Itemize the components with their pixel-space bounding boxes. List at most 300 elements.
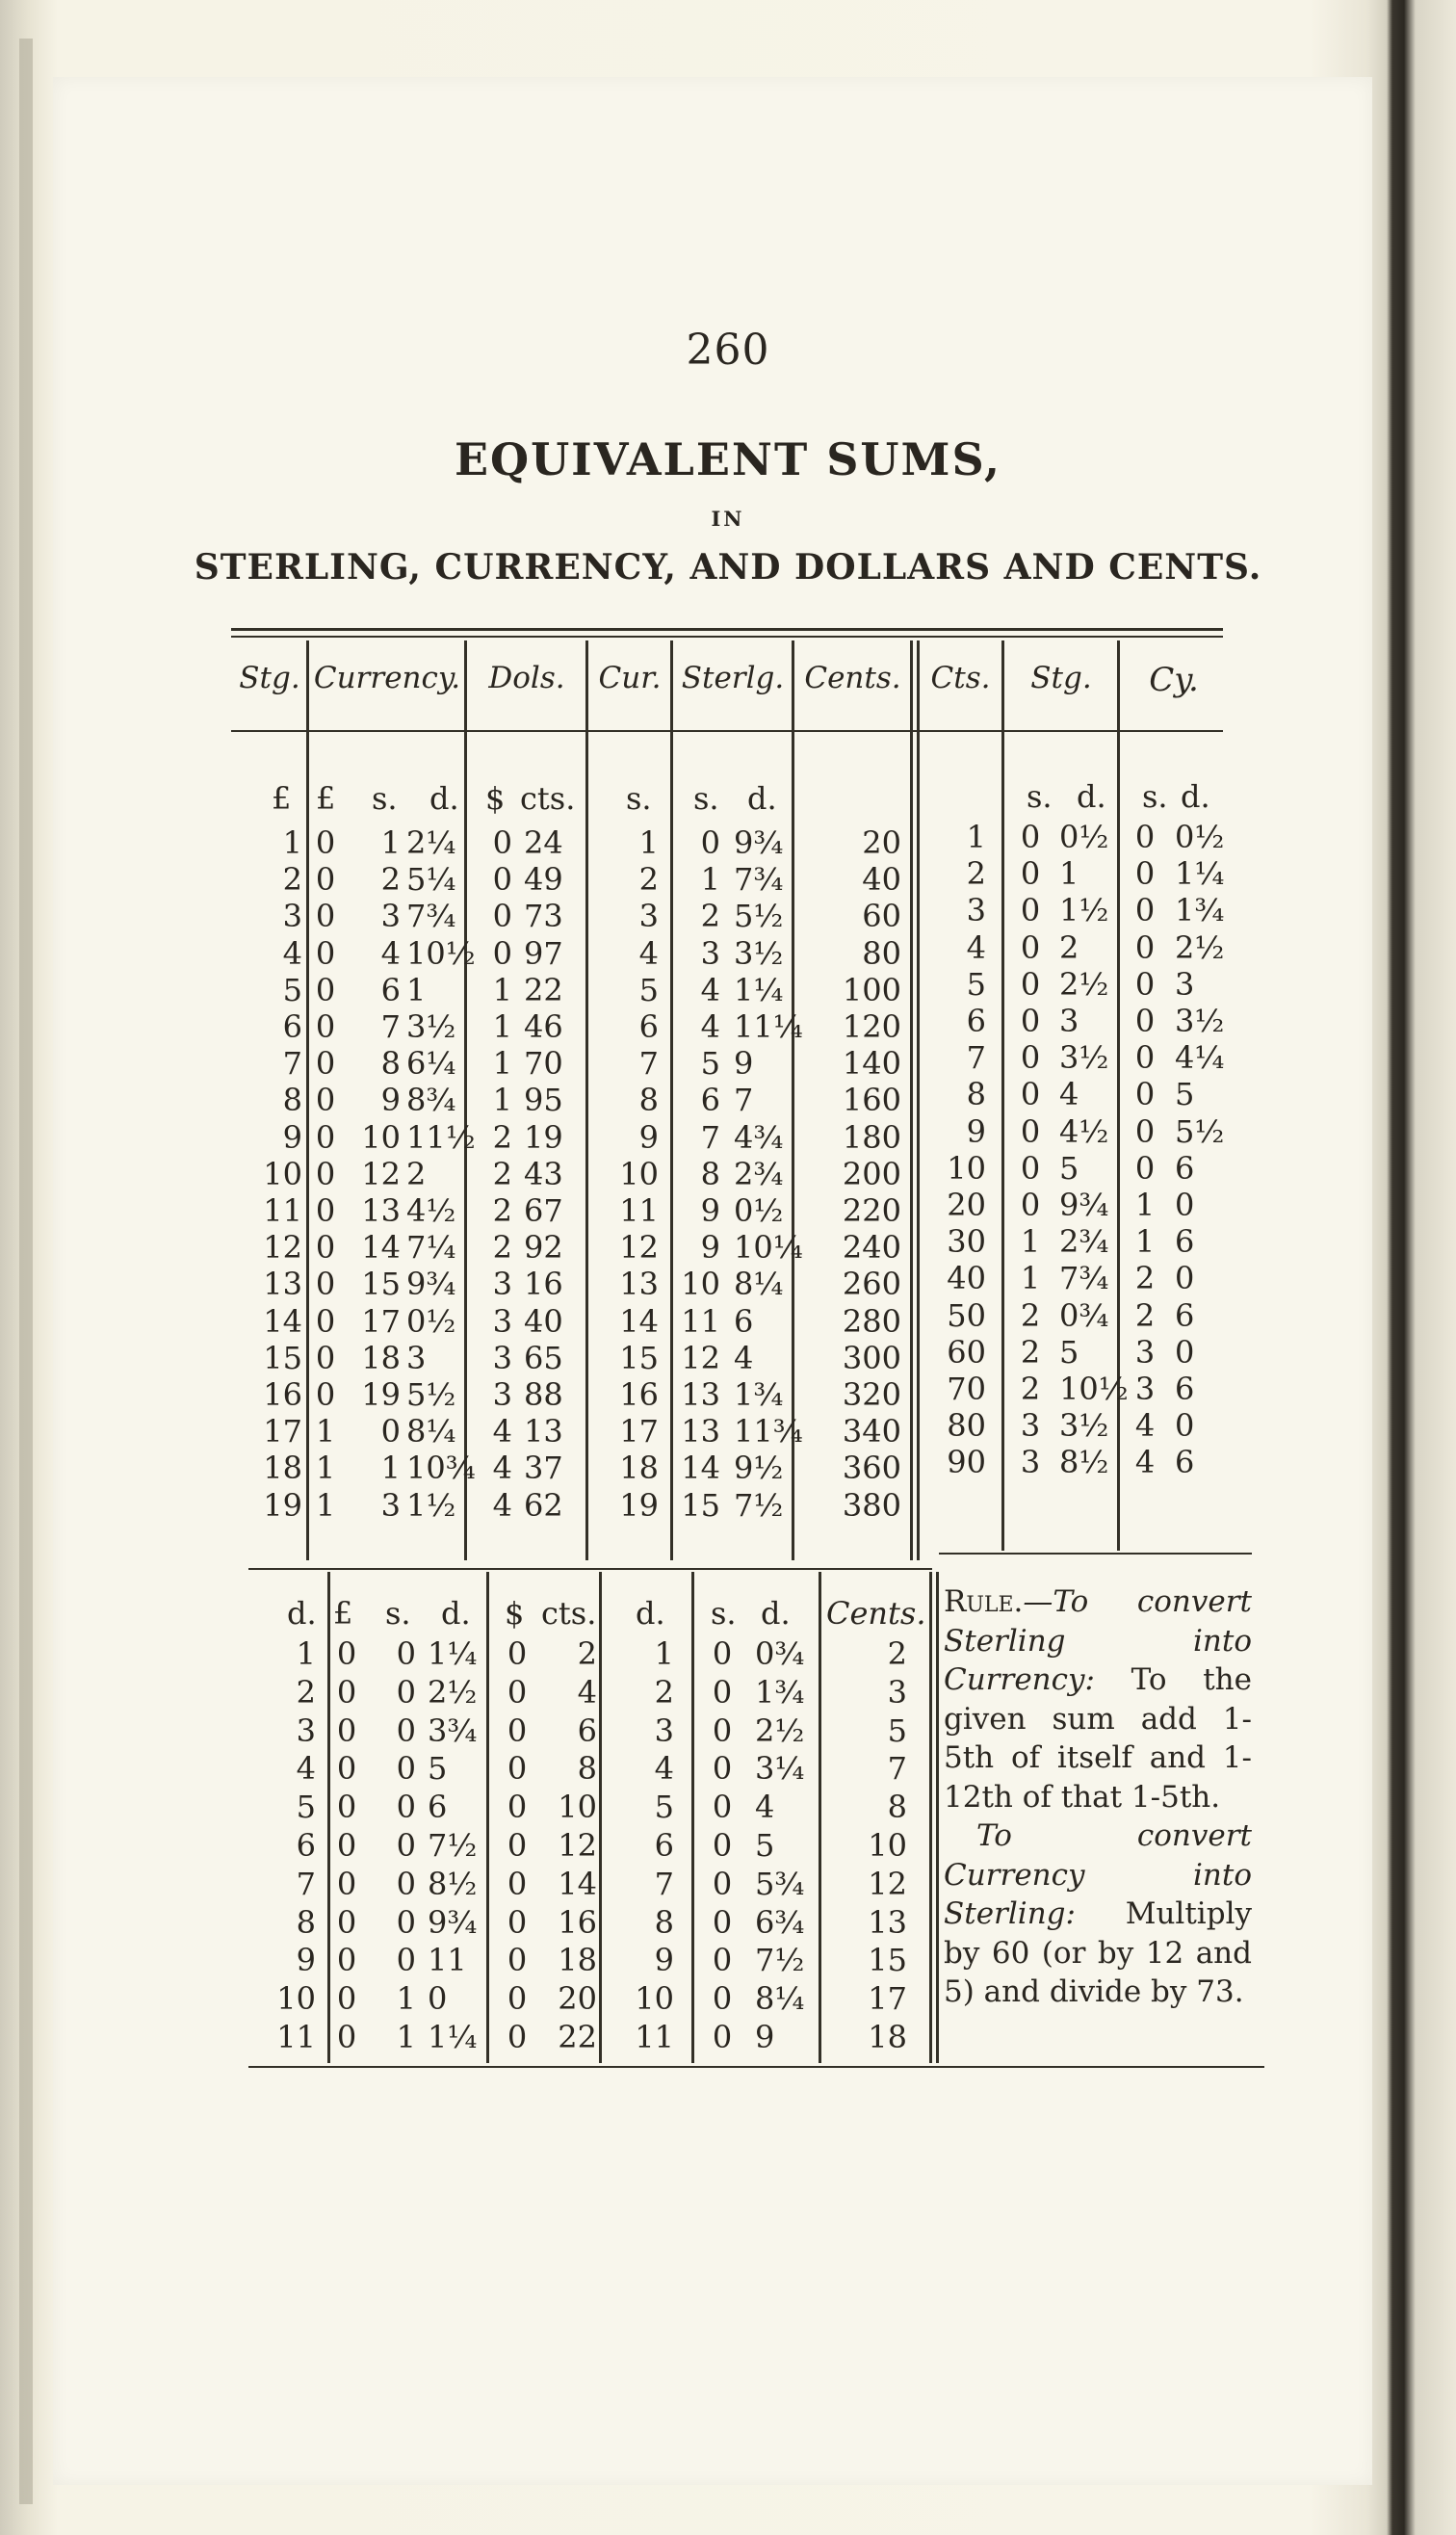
- upper-cell-cents-value: 60: [862, 898, 901, 935]
- upper-right-row: [0, 1003, 1456, 1039]
- lower-cell-dollars: 0: [507, 1789, 528, 1826]
- upper-row: [0, 1487, 1456, 1524]
- upper-right-cell-stg-s: 3: [1020, 1407, 1041, 1445]
- upper-right-cell-stg-d: 4: [1059, 1076, 1079, 1113]
- lower-cell-sterlg-d: 7½: [755, 1942, 805, 1979]
- unit-pound-lower: £: [333, 1595, 353, 1632]
- upper-right-cell-cts: 4: [966, 928, 986, 966]
- upper-cell-stg: 19: [263, 1486, 302, 1524]
- upper-cell-cents-value: 280: [842, 1302, 901, 1340]
- upper-cell-pound: 0: [315, 898, 336, 935]
- lower-cell-sterlg-s: 0: [712, 2019, 733, 2055]
- upper-right-cell-cy-s: 2: [1134, 1260, 1156, 1297]
- upper-right-cell-cts: 20: [947, 1187, 986, 1223]
- upper-right-cell-cy-s: 3: [1134, 1333, 1156, 1371]
- upper-right-cell-cts: 50: [947, 1296, 986, 1334]
- upper-cell-pound: 0: [315, 971, 336, 1008]
- lower-cell-cur-d: 1: [654, 1635, 674, 1672]
- lower-cell-cents: 10: [558, 1789, 597, 1826]
- upper-cell-sterlg-d: 8¼: [734, 1266, 784, 1303]
- upper-cell-stg: 18: [263, 1450, 302, 1487]
- upper-right-row: [0, 1297, 1456, 1334]
- header-cur: Cur.: [598, 661, 662, 695]
- unit-sterlg-pence: d.: [747, 780, 777, 817]
- unit-stg-pence: d.: [1077, 778, 1106, 815]
- lower-cell-sterlg-s: 0: [712, 1827, 733, 1864]
- upper-cell-stg: 12: [263, 1229, 302, 1267]
- upper-cell-pence: 6¼: [406, 1045, 456, 1083]
- upper-right-row: [0, 855, 1456, 892]
- lower-cell-sterlg-d: 8¼: [755, 1980, 805, 2018]
- upper-cell-shillings: 12: [361, 1155, 401, 1192]
- upper-right-cell-stg-s: 0: [1020, 1149, 1041, 1187]
- upper-right-cell-stg-s: 0: [1020, 1112, 1041, 1150]
- lower-cell-dollars: 0: [507, 1865, 528, 1902]
- upper-cell-dollars: 0: [492, 824, 512, 861]
- upper-cell-pence: 3½: [406, 1008, 456, 1045]
- lower-cell-d: 3: [296, 1712, 316, 1749]
- upper-cell-shillings: 15: [361, 1266, 401, 1303]
- upper-right-cell-stg-s: 2: [1020, 1371, 1041, 1407]
- lower-cell-d: 11: [276, 2019, 316, 2055]
- upper-cell-sterlg-s: 13: [681, 1413, 720, 1450]
- lower-cell-d: 5: [296, 1789, 316, 1826]
- upper-cell-sterlg-s: 9: [700, 1229, 720, 1267]
- lower-cell-cents: 14: [558, 1865, 597, 1902]
- upper-cell-sterlg-d: 9: [734, 1045, 754, 1083]
- upper-cell-sterlg-d: 11¾: [734, 1413, 803, 1450]
- upper-right-cell-cy-s: 0: [1134, 819, 1156, 855]
- upper-cell-cur: 8: [638, 1082, 659, 1119]
- lower-cell-sterlg-s: 0: [712, 1865, 733, 1902]
- upper-cell-shillings: 13: [361, 1192, 401, 1229]
- upper-right-row: [0, 819, 1456, 855]
- unit-cur-pence-lower: d.: [636, 1595, 665, 1632]
- table-bottom-rule: [248, 2066, 1264, 2068]
- lower-cell-shillings: 0: [396, 1635, 416, 1672]
- unit-dollar: $: [485, 780, 506, 817]
- upper-cell-shillings: 14: [361, 1229, 401, 1267]
- upper-cell-pence: 1½: [406, 1486, 456, 1524]
- lower-cell-pence: 5: [428, 1750, 448, 1788]
- lower-cell-cents: 12: [558, 1827, 597, 1864]
- upper-cell-sterlg-d: 7: [734, 1082, 754, 1119]
- upper-cell-pound: 0: [315, 1045, 336, 1083]
- upper-right-cell-cy-d: 6: [1175, 1444, 1195, 1481]
- upper-cell-dollars: 1: [492, 1008, 512, 1045]
- upper-cell-cents-value: 220: [842, 1192, 901, 1229]
- lower-cell-pence: 2½: [428, 1673, 478, 1711]
- upper-cell-cur: 3: [638, 898, 659, 935]
- upper-cell-sterlg-s: 14: [681, 1450, 720, 1487]
- upper-right-row: [0, 1407, 1456, 1444]
- upper-cell-pound: 0: [315, 861, 336, 899]
- upper-cell-stg: 13: [263, 1266, 302, 1303]
- upper-cell-sterlg-s: 4: [700, 1008, 720, 1045]
- page-number: 260: [686, 326, 770, 375]
- upper-right-row: [0, 1039, 1456, 1076]
- upper-cell-dollars: 4: [492, 1413, 512, 1450]
- upper-cell-cents-value: 380: [842, 1486, 901, 1524]
- conversion-rule: [944, 1582, 1252, 2012]
- lower-cell-sterlg-d: 5¾: [755, 1865, 805, 1902]
- upper-right-cell-cts: 10: [947, 1149, 986, 1187]
- lower-cell-pence: 6: [428, 1789, 448, 1826]
- upper-cell-pound: 0: [315, 1118, 336, 1156]
- lower-cell-d: 9: [296, 1942, 316, 1979]
- upper-right-cell-stg-d: 5: [1059, 1333, 1079, 1371]
- lower-cell-sterlg-d: 5: [755, 1827, 775, 1864]
- lower-cell-sterlg-s: 0: [712, 1712, 733, 1749]
- lower-cell-d: 4: [296, 1750, 316, 1788]
- upper-cell-cur: 17: [619, 1413, 659, 1450]
- upper-cell-cents-value: 360: [842, 1450, 901, 1487]
- upper-cell-shillings: 4: [380, 934, 401, 972]
- upper-cell-cur: 4: [638, 934, 659, 972]
- upper-cell-dollars: 3: [492, 1302, 512, 1340]
- lower-cell-d: 1: [296, 1635, 316, 1672]
- lower-cell-sterlg-s: 0: [712, 1942, 733, 1979]
- lower-cell-shillings: 0: [396, 1712, 416, 1749]
- lower-cell-dollars: 0: [507, 1942, 528, 1979]
- upper-cell-cents-value: 100: [842, 971, 901, 1008]
- upper-right-cell-cy-s: 1: [1134, 1223, 1156, 1261]
- lower-cell-pound: 0: [336, 1712, 357, 1749]
- upper-cell-pound: 1: [315, 1450, 336, 1487]
- lower-cell-cents: 6: [577, 1712, 597, 1749]
- upper-right-cell-stg-d: 3½: [1059, 1407, 1109, 1445]
- lower-cell-dollars: 0: [507, 1980, 528, 2018]
- upper-cell-sterlg-s: 10: [681, 1266, 720, 1303]
- upper-right-cell-cy-s: 1: [1134, 1187, 1156, 1223]
- upper-cell-cents: 43: [524, 1155, 563, 1192]
- rule-currency-to-sterling: To convert Currency into Sterling:: [944, 1818, 1252, 1931]
- header-bottom-rule: [231, 730, 1223, 732]
- lower-cell-shillings: 0: [396, 1750, 416, 1788]
- upper-cell-cents: 16: [524, 1266, 563, 1303]
- unit-cy-shillings: s.: [1142, 778, 1168, 815]
- lower-cell-shillings: 0: [396, 1865, 416, 1902]
- lower-cell-shillings: 1: [396, 1980, 416, 2018]
- upper-cell-stg: 9: [282, 1118, 302, 1156]
- lower-cell-cents: 2: [577, 1635, 597, 1672]
- upper-cell-cents: 13: [524, 1413, 563, 1450]
- lower-cell-cur-d: 11: [635, 2019, 674, 2055]
- lower-cell-cents-value: 18: [868, 2019, 907, 2055]
- upper-cell-stg: 14: [263, 1302, 302, 1340]
- upper-cell-dollars: 4: [492, 1486, 512, 1524]
- upper-right-cell-cy-s: 4: [1134, 1444, 1156, 1481]
- upper-cell-cents: 70: [524, 1045, 563, 1083]
- upper-cell-pence: 2: [406, 1155, 427, 1192]
- upper-cell-stg: 1: [282, 824, 302, 861]
- upper-right-row: [0, 1187, 1456, 1223]
- upper-right-cell-stg-d: 3½: [1059, 1039, 1109, 1077]
- lower-cell-dollars: 0: [507, 1750, 528, 1788]
- upper-cell-shillings: 10: [361, 1118, 401, 1156]
- lower-cell-sterlg-d: 2½: [755, 1712, 805, 1749]
- upper-cell-sterlg-s: 2: [700, 898, 720, 935]
- upper-cell-stg: 2: [282, 861, 302, 899]
- lower-cell-cents-value: 10: [868, 1827, 907, 1864]
- lower-cell-shillings: 0: [396, 1903, 416, 1941]
- upper-cell-stg: 17: [263, 1413, 302, 1450]
- lower-cell-cur-d: 7: [654, 1865, 674, 1902]
- upper-right-cell-cy-s: 0: [1134, 892, 1156, 929]
- upper-cell-cur: 12: [619, 1229, 659, 1267]
- upper-cell-pence: 3: [406, 1339, 427, 1376]
- upper-cell-dollars: 0: [492, 934, 512, 972]
- upper-right-cell-cy-d: 6: [1175, 1371, 1195, 1407]
- lower-cell-pound: 0: [336, 1903, 357, 1941]
- upper-right-cell-cy-d: 6: [1175, 1149, 1195, 1187]
- upper-cell-shillings: 2: [380, 861, 401, 899]
- upper-cell-pound: 1: [315, 1413, 336, 1450]
- upper-cell-pound: 0: [315, 1376, 336, 1413]
- lower-cell-sterlg-d: 6¾: [755, 1903, 805, 1941]
- upper-cell-dollars: 4: [492, 1450, 512, 1487]
- upper-cell-cents: 97: [524, 934, 563, 972]
- upper-right-row: [0, 1444, 1456, 1480]
- upper-cell-cents: 24: [524, 824, 563, 861]
- upper-cell-shillings: 18: [361, 1339, 401, 1376]
- upper-cell-dollars: 0: [492, 898, 512, 935]
- upper-right-cell-stg-s: 0: [1020, 1003, 1041, 1039]
- upper-cell-sterlg-s: 8: [700, 1155, 720, 1192]
- upper-right-cell-cy-s: 0: [1134, 1003, 1156, 1039]
- upper-cell-stg: 3: [282, 898, 302, 935]
- unit-shillings-lower: s.: [385, 1595, 411, 1632]
- upper-cell-cur: 16: [619, 1376, 659, 1413]
- upper-cell-dollars: 1: [492, 971, 512, 1008]
- upper-right-cell-cy-d: 0: [1175, 1260, 1195, 1297]
- upper-cell-sterlg-s: 6: [700, 1082, 720, 1119]
- lower-cell-shillings: 0: [396, 1942, 416, 1979]
- lower-cell-dollars: 0: [507, 1673, 528, 1711]
- upper-cell-dollars: 2: [492, 1192, 512, 1229]
- lower-cell-cur-d: 8: [654, 1903, 674, 1941]
- header-stg: Stg.: [239, 661, 300, 695]
- upper-cell-sterlg-d: 3½: [734, 934, 784, 972]
- table-top-rule-2: [231, 636, 1223, 638]
- lower-cell-pound: 0: [336, 1635, 357, 1672]
- upper-cell-sterlg-s: 5: [700, 1045, 720, 1083]
- lower-cell-sterlg-s: 0: [712, 1673, 733, 1711]
- upper-cell-sterlg-s: 15: [681, 1486, 720, 1524]
- unit-pound-currency: £: [316, 780, 336, 817]
- lower-cell-shillings: 1: [396, 2019, 416, 2055]
- upper-cell-cur: 2: [638, 861, 659, 899]
- page-title: EQUIVALENT SUMS,: [454, 433, 1002, 485]
- upper-right-cell-cy-d: 0: [1175, 1333, 1195, 1371]
- upper-right-cell-cy-d: 1¼: [1175, 855, 1225, 893]
- lower-cell-cents-value: 12: [868, 1865, 907, 1902]
- upper-cell-pence: 10½: [406, 934, 476, 972]
- lower-cell-cur-d: 9: [654, 1942, 674, 1979]
- upper-cell-pound: 0: [315, 1229, 336, 1267]
- upper-cell-stg: 4: [282, 934, 302, 972]
- right-section-divider-rule: [939, 1553, 1252, 1555]
- upper-right-cell-stg-s: 0: [1020, 1187, 1041, 1223]
- upper-cell-cents: 49: [524, 861, 563, 899]
- upper-cell-cur: 9: [638, 1118, 659, 1156]
- upper-cell-cur: 18: [619, 1450, 659, 1487]
- upper-cell-cur: 7: [638, 1045, 659, 1083]
- upper-right-cell-stg-d: 2½: [1059, 965, 1109, 1003]
- upper-right-cell-stg-s: 3: [1020, 1444, 1041, 1481]
- header-cts: Cts.: [930, 661, 991, 695]
- unit-d: d.: [287, 1595, 317, 1632]
- upper-cell-sterlg-d: 4¾: [734, 1118, 784, 1156]
- upper-right-cell-cy-d: 6: [1175, 1223, 1195, 1261]
- lower-cell-pound: 0: [336, 1673, 357, 1711]
- upper-right-cell-stg-d: 5: [1059, 1149, 1079, 1187]
- upper-cell-shillings: 1: [380, 824, 401, 861]
- upper-right-cell-cy-d: 5½: [1175, 1112, 1225, 1150]
- upper-cell-dollars: 3: [492, 1266, 512, 1303]
- lower-cell-d: 2: [296, 1673, 316, 1711]
- upper-cell-sterlg-d: 2¾: [734, 1155, 784, 1192]
- lower-cell-cents-value: 8: [887, 1789, 907, 1826]
- upper-cell-dollars: 2: [492, 1155, 512, 1192]
- lower-cell-dollars: 0: [507, 1827, 528, 1864]
- upper-cell-cents: 92: [524, 1229, 563, 1267]
- lower-cell-pound: 0: [336, 1789, 357, 1826]
- lower-cell-cents-value: 17: [868, 1980, 907, 2018]
- upper-right-cell-cy-s: 0: [1134, 1039, 1156, 1077]
- upper-cell-pence: 1: [406, 971, 427, 1008]
- lower-cell-shillings: 0: [396, 1827, 416, 1864]
- upper-cell-shillings: 3: [380, 898, 401, 935]
- upper-right-cell-stg-d: 4½: [1059, 1112, 1109, 1150]
- upper-cell-stg: 8: [282, 1082, 302, 1119]
- lower-row: [0, 2019, 1456, 2055]
- upper-cell-cents-value: 20: [862, 824, 901, 861]
- upper-right-cell-cy-d: 0½: [1175, 819, 1225, 855]
- upper-cell-dollars: 3: [492, 1339, 512, 1376]
- upper-cell-shillings: 17: [361, 1302, 401, 1340]
- upper-right-cell-cts: 70: [947, 1371, 986, 1407]
- table-top-rule: [231, 628, 1223, 631]
- upper-right-cell-stg-d: 0½: [1059, 819, 1109, 855]
- upper-cell-sterlg-s: 9: [700, 1192, 720, 1229]
- upper-right-cell-cts: 30: [947, 1223, 986, 1261]
- upper-cell-sterlg-s: 7: [700, 1118, 720, 1156]
- upper-right-cell-cy-s: 2: [1134, 1296, 1156, 1334]
- upper-cell-cents: 67: [524, 1192, 563, 1229]
- upper-cell-sterlg-s: 11: [681, 1302, 720, 1340]
- upper-right-cell-stg-s: 2: [1020, 1296, 1041, 1334]
- upper-cell-stg: 6: [282, 1008, 302, 1045]
- lower-cell-d: 10: [276, 1980, 316, 2018]
- upper-cell-pound: 0: [315, 1008, 336, 1045]
- lower-cell-pound: 0: [336, 1865, 357, 1902]
- lower-cell-pound: 0: [336, 1750, 357, 1788]
- lower-cell-pence: 0: [428, 1980, 448, 2018]
- upper-cell-cents-value: 340: [842, 1413, 901, 1450]
- upper-right-cell-stg-s: 0: [1020, 892, 1041, 929]
- upper-cell-cents-value: 300: [842, 1339, 901, 1376]
- upper-right-cell-cy-s: 0: [1134, 1076, 1156, 1113]
- lower-cell-sterlg-d: 9: [755, 2019, 775, 2055]
- upper-cell-dollars: 3: [492, 1376, 512, 1413]
- lower-cell-cur-d: 5: [654, 1789, 674, 1826]
- upper-right-cell-cts: 6: [966, 1003, 986, 1039]
- upper-cell-sterlg-d: 9¾: [734, 824, 784, 861]
- upper-cell-cents-value: 240: [842, 1229, 901, 1267]
- lower-cell-pound: 0: [336, 2019, 357, 2055]
- header-sterlg: Sterlg.: [681, 661, 785, 695]
- upper-right-cell-stg-s: 0: [1020, 965, 1041, 1003]
- lower-cell-sterlg-d: 0¾: [755, 1635, 805, 1672]
- upper-right-cell-cy-s: 4: [1134, 1407, 1156, 1445]
- upper-right-cell-stg-d: 0¾: [1059, 1296, 1109, 1334]
- upper-cell-sterlg-s: 1: [700, 861, 720, 899]
- units-row-top: [0, 780, 1456, 817]
- upper-cell-cur: 13: [619, 1266, 659, 1303]
- upper-cell-stg: 11: [263, 1192, 302, 1229]
- lower-cell-cents-value: 7: [887, 1750, 907, 1788]
- upper-cell-pence: 7¼: [406, 1229, 456, 1267]
- lower-cell-pence: 7½: [428, 1827, 478, 1864]
- lower-cell-dollars: 0: [507, 1903, 528, 1941]
- lower-cell-sterlg-d: 3¼: [755, 1750, 805, 1788]
- upper-cell-dollars: 2: [492, 1118, 512, 1156]
- upper-cell-cents-value: 80: [862, 934, 901, 972]
- upper-cell-dollars: 1: [492, 1082, 512, 1119]
- upper-right-row: [0, 1113, 1456, 1150]
- lower-cell-cents-value: 2: [887, 1635, 907, 1672]
- lower-cell-dollars: 0: [507, 1712, 528, 1749]
- upper-cell-shillings: 9: [380, 1082, 401, 1119]
- upper-right-cell-cy-s: 0: [1134, 928, 1156, 966]
- rule-lead: Rule.: [944, 1584, 1024, 1619]
- upper-right-row: [0, 966, 1456, 1003]
- upper-right-cell-stg-s: 0: [1020, 1076, 1041, 1113]
- upper-right-cell-cts: 9: [966, 1112, 986, 1150]
- upper-cell-sterlg-d: 6: [734, 1302, 754, 1340]
- upper-right-cell-stg-d: 10½: [1059, 1371, 1129, 1407]
- unit-pence: d.: [429, 780, 459, 817]
- upper-cell-cents-value: 40: [862, 861, 901, 899]
- upper-cell-dollars: 1: [492, 1045, 512, 1083]
- upper-right-cell-cts: 8: [966, 1076, 986, 1113]
- lower-cell-sterlg-s: 0: [712, 1980, 733, 2018]
- upper-cell-sterlg-s: 4: [700, 971, 720, 1008]
- upper-cell-pound: 0: [315, 1082, 336, 1119]
- upper-cell-stg: 7: [282, 1045, 302, 1083]
- upper-cell-pound: 0: [315, 1192, 336, 1229]
- upper-right-row: [0, 1223, 1456, 1260]
- upper-cell-cur: 6: [638, 1008, 659, 1045]
- upper-cell-pound: 0: [315, 824, 336, 861]
- upper-cell-cents-value: 320: [842, 1376, 901, 1413]
- upper-cell-pence: 9¾: [406, 1266, 456, 1303]
- upper-cell-pound: 0: [315, 934, 336, 972]
- lower-cell-pence: 1¼: [428, 1635, 478, 1672]
- lower-cell-dollars: 0: [507, 1635, 528, 1672]
- upper-cell-pound: 0: [315, 1266, 336, 1303]
- upper-cell-shillings: 8: [380, 1045, 401, 1083]
- lower-cell-pound: 0: [336, 1942, 357, 1979]
- upper-cell-cur: 11: [619, 1192, 659, 1229]
- upper-right-cell-stg-s: 0: [1020, 1039, 1041, 1077]
- upper-cell-pound: 1: [315, 1486, 336, 1524]
- lower-cell-pound: 0: [336, 1980, 357, 2018]
- upper-cell-pence: 11½: [406, 1118, 476, 1156]
- upper-cell-cents: 22: [524, 971, 563, 1008]
- unit-cents: cts.: [520, 780, 576, 817]
